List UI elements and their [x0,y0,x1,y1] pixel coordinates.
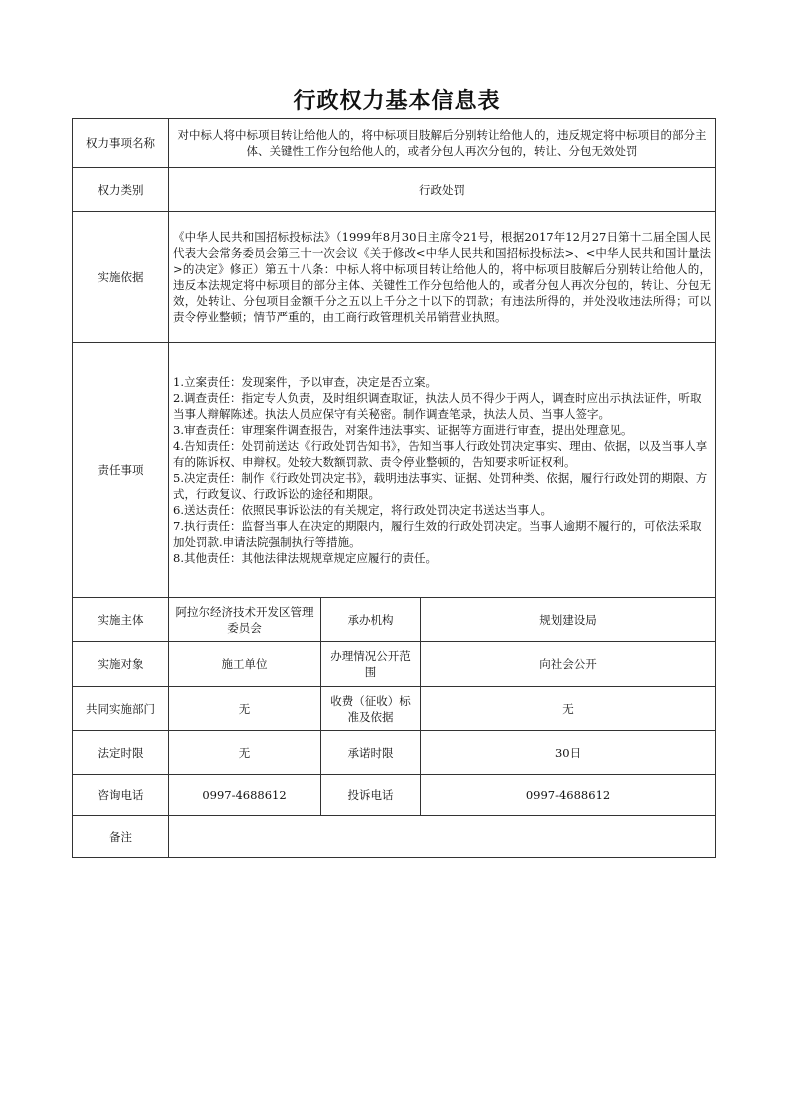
row-label: 办理情况公开范围 [321,642,421,687]
table-row-basis [73,212,716,343]
table-row-responsibility [73,343,716,598]
table-row-joint [73,687,716,731]
table-row-phone [73,775,716,816]
basis-value: 《中华人民共和国招标投标法》（1999年8月30日主席令21号，根据2017年12月27日第十二届全国人民代表大会常务委员会第三十一次会议《关于修改<中华人民共和国招标投标法>、<中华人民共和国计量法>的决定》修正）第五十八条：中标人将中标项目转让给他人的，将中标项目肢解后分别转让给他人的，违反本法规定将中标项目的部分主体、关键性工作分包给他人的，或者分包人再次分包的，转让、分包无效，处转让、分包项目金额千分之五以上千分之十以下的罚款；有违法所得的，并处没收违法所得；可以责令停业整顿；情节严重的，由工商行政管理机关吊销营业执照。 [169,212,716,343]
power-name-value: 对中标人将中标项目转让给他人的，将中标项目肢解后分别转让给他人的，违反规定将中标项目的部分主体、关键性工作分包给他人的，或者分包人再次分包的，转让、分包无效处罚 [169,119,716,168]
list-item: 8.其他责任：其他法律法规规章规定应履行的责任。 [173,551,437,565]
row-label: 权力类别 [73,168,169,212]
complaint-phone-value: 0997-4688612 [421,775,716,816]
disclosure-value: 向社会公开 [421,642,716,687]
agency-value: 规划建设局 [421,598,716,642]
row-label: 备注 [73,816,169,858]
promise-time-value: 30日 [421,731,716,775]
row-label: 责任事项 [73,343,169,598]
page-title: 行政权力基本信息表 [293,88,501,114]
table-row-target [73,642,716,687]
row-label: 法定时限 [73,731,169,775]
row-label: 共同实施部门 [73,687,169,731]
responsibility-list [169,343,716,598]
table-row-subject [73,598,716,642]
category-value: 行政处罚 [169,168,716,212]
remark-value [169,816,716,858]
row-label: 承诺时限 [321,731,421,775]
row-label: 权力事项名称 [73,119,169,168]
fee-value: 无 [421,687,716,731]
row-label: 实施主体 [73,598,169,642]
list-item: 2.调查责任：指定专人负责，及时组织调查取证，执法人员不得少于两人，调查时应出示执法证件，听取当事人辩解陈述。执法人员应保守有关秘密。制作调查笔录，执法人员、当事人签字。 [173,391,702,421]
list-item: 7.执行责任：监督当事人在决定的期限内，履行生效的行政处罚决定。当事人逾期不履行的，可依法采取加处罚款.申请法院强制执行等措施。 [173,519,702,549]
info-table [72,118,716,858]
row-label: 实施对象 [73,642,169,687]
subject-value: 阿拉尔经济技术开发区管理委员会 [169,598,321,642]
list-item: 6.送达责任：依照民事诉讼法的有关规定，将行政处罚决定书送达当事人。 [173,503,552,517]
list-item: 4.告知责任：处罚前送达《行政处罚告知书》，告知当事人行政处罚决定事实、理由、依据，以及当事人享有的陈诉权、申辩权。处较大数额罚款、责令停业整顿的，告知要求听证权利。 [173,439,708,469]
row-label: 咨询电话 [73,775,169,816]
list-item: 5.决定责任：制作《行政处罚决定书》，载明违法事实、证据、处罚种类、依据，履行行政处罚的期限、方式，行政复议、行政诉讼的途径和期限。 [173,471,708,501]
legal-time-value: 无 [169,731,321,775]
table-row-category [73,168,716,212]
row-label: 实施依据 [73,212,169,343]
consult-phone-value: 0997-4688612 [169,775,321,816]
table-row-name [73,119,716,168]
row-label: 承办机构 [321,598,421,642]
table-row-remark [73,816,716,858]
row-label: 收费（征收）标准及依据 [321,687,421,731]
list-item: 3.审查责任：审理案件调查报告，对案件违法事实、证据等方面进行审查，提出处理意见。 [173,423,633,437]
target-value: 施工单位 [169,642,321,687]
table-row-time [73,731,716,775]
joint-value: 无 [169,687,321,731]
list-item: 1.立案责任：发现案件，予以审查，决定是否立案。 [173,375,437,389]
row-label: 投诉电话 [321,775,421,816]
